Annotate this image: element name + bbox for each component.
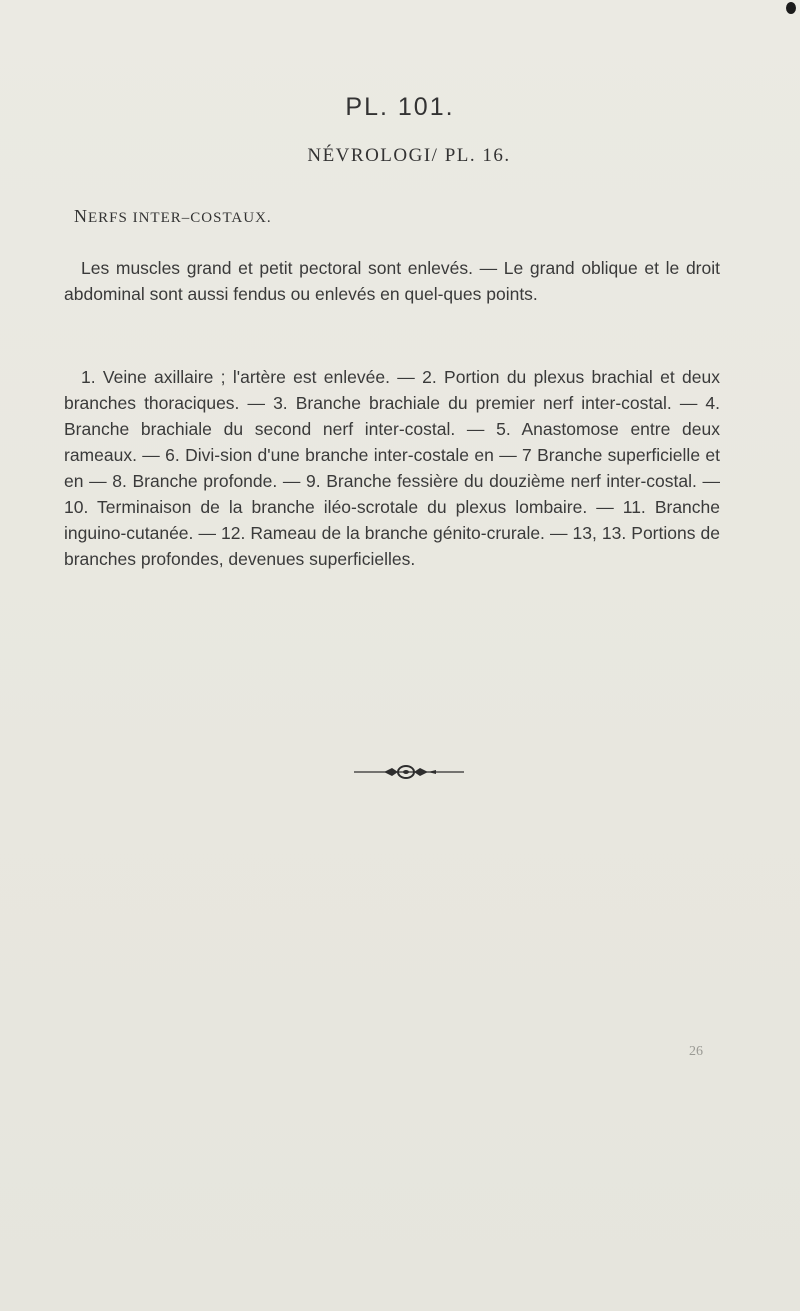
legend-paragraph: 1. Veine axillaire ; l'artère est enlevée. — 2. Portion du plexus brachial et deux branches thoraciques. — 3. Branche brachiale du premier nerf inter-costal. — 4. Branche brachiale du second nerf inter-costal. — 5. Anastomose entre deux rameaux. — 6. Divi-sion d'une branche inter-costale en — 7 Branche superficielle et en — 8. Branche profonde. — 9. Branche fessière du douzième nerf inter-costal. — 10. Terminaison de la branche iléo-scrotale du plexus lombaire. — 11. Branche inguino-cutanée. — 12. Rameau de la branche génito-crurale. — 13, 13. Portions de branches profondes, devenues superficielles. [64, 367, 720, 569]
intro-paragraph: Les muscles grand et petit pectoral sont enlevés. — Le grand oblique et le droit abdominal sont aussi fendus ou enlevés en quel-ques points. [64, 258, 720, 304]
section-title-initial: N [74, 206, 88, 226]
section-title [74, 206, 272, 227]
series-title: NÉVROLOGI/ PL. 16. [307, 145, 511, 166]
section-title-rest: ERFS INTER–COSTAUX. [88, 210, 272, 226]
ornament-flourish-icon [354, 762, 464, 782]
page-number: 26 [689, 1044, 703, 1059]
plate-number: PL. 101. [345, 93, 455, 121]
ink-dot-mark [786, 2, 796, 14]
